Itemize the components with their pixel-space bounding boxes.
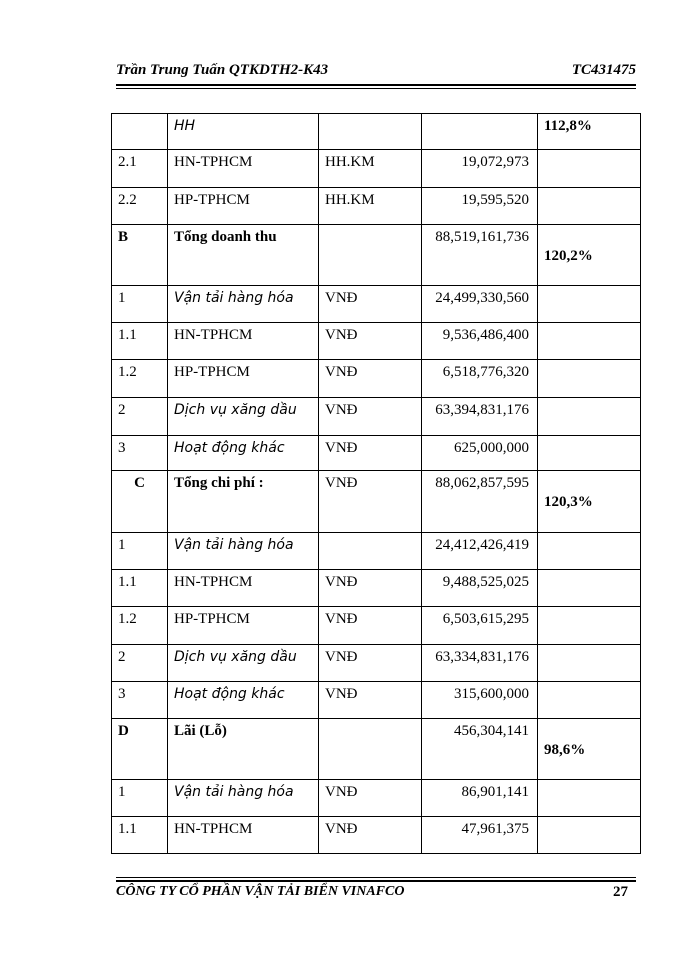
cell-name (168, 225, 319, 286)
header-author: Trần Trung Tuấn QTKDTH2-K43 (116, 62, 329, 78)
cell-name-text: HP-TPHCM (174, 192, 250, 208)
cell-value-text: 456,304,141 (454, 723, 529, 739)
cell-code-text: 1.1 (118, 574, 137, 590)
cell-code-text: 3 (118, 686, 126, 702)
cell-code (112, 645, 168, 682)
table-row (112, 570, 641, 607)
cell-percent-text: 112,8% (544, 118, 592, 134)
cell-unit-text: VNĐ (325, 649, 358, 665)
cell-code (112, 286, 168, 323)
cell-name-text: HH (174, 118, 196, 134)
page-footer (116, 884, 636, 908)
cell-unit-text: VNĐ (325, 327, 358, 343)
cell-percent (538, 570, 641, 607)
cell-value-text: 625,000,000 (454, 440, 529, 456)
cell-code (112, 471, 168, 533)
cell-percent (538, 645, 641, 682)
header-rule (116, 84, 636, 86)
cell-code-text: 2.2 (118, 192, 137, 208)
cell-code (112, 533, 168, 570)
cell-name-text: Lãi (Lỗ) (174, 723, 227, 739)
cell-value (422, 682, 538, 719)
cell-unit (319, 323, 422, 360)
cell-name-text: HN-TPHCM (174, 154, 253, 170)
cell-code (112, 607, 168, 645)
cell-value (422, 533, 538, 570)
cell-name (168, 436, 319, 471)
table-row (112, 360, 641, 398)
cell-unit (319, 817, 422, 854)
cell-percent (538, 607, 641, 645)
cell-unit-text: VNĐ (325, 475, 358, 491)
table-row (112, 225, 641, 286)
cell-code-text: 2.1 (118, 154, 137, 170)
cell-unit-text: VNĐ (325, 784, 358, 800)
cell-percent (538, 188, 641, 225)
cell-name-text: HN-TPHCM (174, 574, 253, 590)
cell-unit (319, 645, 422, 682)
cell-unit-text: VNĐ (325, 364, 358, 380)
cell-value-text: 19,072,973 (461, 154, 529, 170)
cell-unit-text: HH.KM (325, 154, 375, 170)
cell-value-text: 86,901,141 (461, 784, 529, 800)
cell-value-text: 315,600,000 (454, 686, 529, 702)
cell-value (422, 645, 538, 682)
cell-unit (319, 533, 422, 570)
table-row (112, 645, 641, 682)
cell-name (168, 645, 319, 682)
table-row (112, 114, 641, 150)
cell-value-text: 63,394,831,176 (435, 402, 529, 418)
cell-unit (319, 471, 422, 533)
cell-percent-text: 98,6% (544, 742, 586, 758)
financial-table-body (112, 114, 641, 854)
cell-name (168, 780, 319, 817)
cell-code (112, 570, 168, 607)
cell-unit (319, 286, 422, 323)
cell-percent (538, 323, 641, 360)
cell-name (168, 719, 319, 780)
cell-name-text: Hoạt động khác (174, 686, 285, 702)
cell-code-text: 3 (118, 440, 126, 456)
cell-percent-text: 120,2% (544, 248, 593, 264)
cell-percent (538, 114, 641, 150)
table-row (112, 607, 641, 645)
cell-value (422, 398, 538, 436)
cell-code-text: B (118, 229, 129, 245)
cell-percent (538, 360, 641, 398)
cell-name-text: Dịch vụ xăng dầu (174, 649, 297, 665)
cell-name-text: HP-TPHCM (174, 611, 250, 627)
cell-name (168, 150, 319, 188)
cell-value-text: 9,536,486,400 (442, 327, 529, 343)
cell-name-text: Vận tải hàng hóa (174, 290, 294, 306)
table-row (112, 533, 641, 570)
cell-unit (319, 188, 422, 225)
cell-code-text: 1 (118, 537, 126, 553)
cell-name-text: Hoạt động khác (174, 440, 285, 456)
footer-company: CÔNG TY CỔ PHẦN VẬN TẢI BIỂN VINAFCO (116, 884, 405, 899)
cell-value-text: 6,503,615,295 (442, 611, 529, 627)
cell-code (112, 114, 168, 150)
cell-value (422, 607, 538, 645)
cell-value (422, 150, 538, 188)
cell-unit (319, 436, 422, 471)
cell-code-text: 1.1 (118, 821, 137, 837)
cell-code (112, 360, 168, 398)
cell-unit (319, 780, 422, 817)
cell-value-text: 9,488,525,025 (442, 574, 529, 590)
cell-value-text: 47,961,375 (461, 821, 529, 837)
cell-value (422, 817, 538, 854)
cell-name (168, 817, 319, 854)
cell-value (422, 719, 538, 780)
cell-percent (538, 719, 641, 780)
table-row (112, 323, 641, 360)
cell-unit (319, 150, 422, 188)
cell-code-text: C (134, 475, 145, 491)
financial-table (111, 113, 641, 854)
table-row (112, 719, 641, 780)
table-row (112, 150, 641, 188)
cell-value (422, 780, 538, 817)
cell-value-text: 88,519,161,736 (435, 229, 529, 245)
cell-value-text: 88,062,857,595 (435, 475, 529, 491)
table-row (112, 817, 641, 854)
cell-name (168, 682, 319, 719)
cell-value (422, 225, 538, 286)
cell-unit-text: VNĐ (325, 290, 358, 306)
cell-name-text: Tổng chi phí : (174, 475, 264, 491)
cell-code-text: 1.2 (118, 364, 137, 380)
cell-name-text: HP-TPHCM (174, 364, 250, 380)
cell-unit (319, 398, 422, 436)
cell-value (422, 436, 538, 471)
cell-unit (319, 360, 422, 398)
cell-value (422, 323, 538, 360)
cell-code-text: 1 (118, 784, 126, 800)
cell-name (168, 570, 319, 607)
cell-unit-text: VNĐ (325, 574, 358, 590)
cell-value (422, 286, 538, 323)
table-row (112, 286, 641, 323)
cell-value (422, 471, 538, 533)
cell-unit-text: VNĐ (325, 440, 358, 456)
cell-value-text: 19,595,520 (461, 192, 529, 208)
cell-value (422, 114, 538, 150)
cell-name-text: Tổng doanh thu (174, 229, 277, 245)
cell-code-text: 1.1 (118, 327, 137, 343)
cell-code (112, 780, 168, 817)
cell-percent (538, 471, 641, 533)
cell-unit (319, 225, 422, 286)
header-code: TC431475 (571, 62, 636, 78)
cell-percent (538, 533, 641, 570)
cell-unit-text: VNĐ (325, 611, 358, 627)
cell-code (112, 225, 168, 286)
cell-code-text: 2 (118, 649, 126, 665)
cell-code (112, 436, 168, 471)
cell-percent (538, 286, 641, 323)
table-row (112, 471, 641, 533)
cell-value-text: 24,499,330,560 (435, 290, 529, 306)
cell-code (112, 817, 168, 854)
cell-value (422, 570, 538, 607)
cell-code-text: D (118, 723, 129, 739)
cell-code-text: 2 (118, 402, 126, 418)
cell-name-text: Vận tải hàng hóa (174, 537, 294, 553)
cell-name (168, 114, 319, 150)
cell-code (112, 150, 168, 188)
footer-rule (116, 880, 636, 882)
cell-name (168, 607, 319, 645)
cell-percent (538, 682, 641, 719)
table-row (112, 682, 641, 719)
cell-code-text: 1.2 (118, 611, 137, 627)
cell-unit (319, 682, 422, 719)
cell-name (168, 188, 319, 225)
cell-code (112, 398, 168, 436)
cell-unit (319, 114, 422, 150)
footer-rule-thin (116, 877, 636, 878)
cell-name-text: HN-TPHCM (174, 821, 253, 837)
cell-value-text: 63,334,831,176 (435, 649, 529, 665)
cell-name (168, 323, 319, 360)
cell-percent (538, 780, 641, 817)
cell-percent (538, 817, 641, 854)
cell-percent (538, 398, 641, 436)
cell-unit-text: VNĐ (325, 821, 358, 837)
cell-name (168, 286, 319, 323)
cell-code (112, 719, 168, 780)
cell-percent (538, 436, 641, 471)
cell-unit-text: HH.KM (325, 192, 375, 208)
cell-value-text: 6,518,776,320 (442, 364, 529, 380)
cell-unit-text: VNĐ (325, 402, 358, 418)
cell-code (112, 682, 168, 719)
cell-unit (319, 570, 422, 607)
table-row (112, 398, 641, 436)
cell-value-text: 24,412,426,419 (435, 537, 529, 553)
cell-name-text: HN-TPHCM (174, 327, 253, 343)
cell-value (422, 360, 538, 398)
table-row (112, 436, 641, 471)
cell-name-text: Vận tải hàng hóa (174, 784, 294, 800)
cell-name-text: Dịch vụ xăng dầu (174, 402, 297, 418)
cell-percent (538, 150, 641, 188)
cell-percent-text: 120,3% (544, 494, 593, 510)
cell-percent (538, 225, 641, 286)
cell-unit-text: VNĐ (325, 686, 358, 702)
cell-name (168, 471, 319, 533)
cell-name (168, 533, 319, 570)
cell-code-text: 1 (118, 290, 126, 306)
page-header (116, 60, 636, 84)
table-row (112, 780, 641, 817)
cell-unit (319, 607, 422, 645)
page-number: 27 (613, 884, 628, 900)
header-rule-thin (116, 88, 636, 89)
cell-value (422, 188, 538, 225)
table-row (112, 188, 641, 225)
cell-unit (319, 719, 422, 780)
cell-name (168, 360, 319, 398)
cell-code (112, 323, 168, 360)
cell-code (112, 188, 168, 225)
cell-name (168, 398, 319, 436)
